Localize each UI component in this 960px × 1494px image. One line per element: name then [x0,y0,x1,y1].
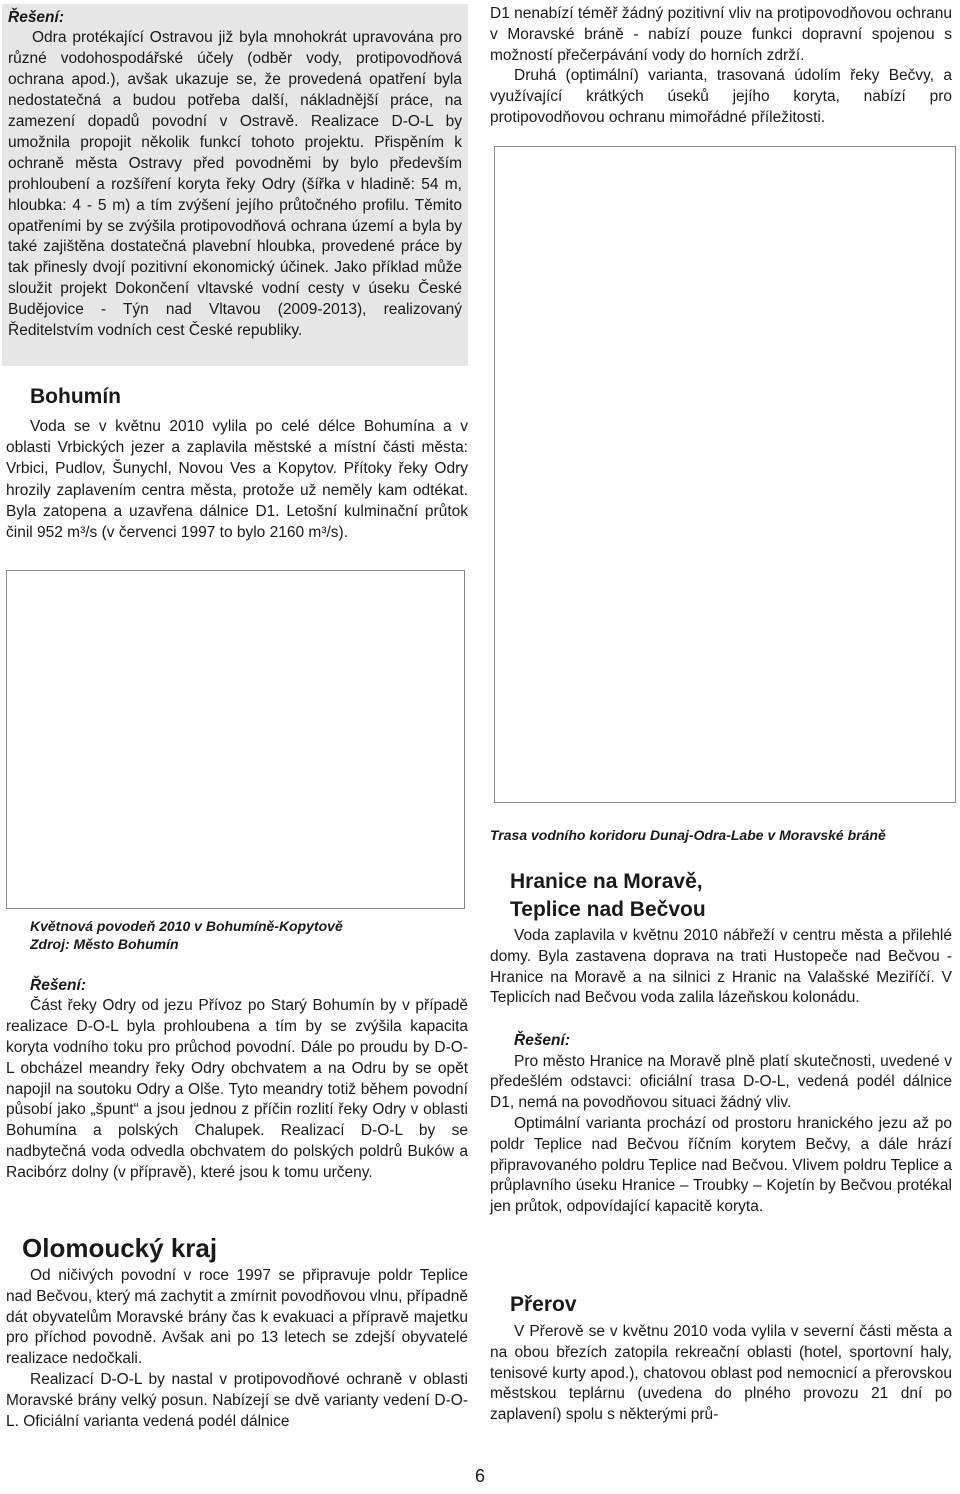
hranice-section [490,868,952,1218]
map-caption-wrap [490,826,952,844]
page-number: 6 [474,1466,485,1486]
figure-caption: Trasa vodního koridoru Dunaj-Odra-Labe v Moravské bráně [490,827,886,843]
olomoucky-section [6,1232,468,1432]
hranice-text: Voda zaplavila v květnu 2010 nábřeží v centru města a přilehlé domy. Byla zastavena doprava na trati Hustopeče nad Bečvou - Hranice na Moravě a na silnici z Hranic na Valašské Meziříčí. V Teplicích nad Bečvou voda zalila lázeňskou kolonádu. [490,927,952,1007]
bohumin-flood-photo [6,570,465,909]
hranice-solution-text-2: Optimální varianta prochází od prostoru hranického jezu až po poldr Teplice nad Bečvou říčním korytem Bečvy, a dále hrází připravovaného poldru Teplice nad Bečvou. Vlivem poldru Teplice a průplavního úseku Hranice – Troubky – Kojetín by Bečvou protékal jen průtok, odpovídající kapacitě koryta. [490,1114,952,1216]
section-heading-olomoucky: Olomoucký kraj [22,1233,218,1263]
olomoucky-text-2: Realizací D-O-L by nastal v protipovodňové ochraně v oblasti Moravské brány velký posun. Nabízejí se dvě varianty vedení D-O-L. Oficiální varianta vedená podél dálnice [6,1370,468,1430]
bohumin-section [6,384,468,543]
prerov-section [490,1292,952,1426]
figure-caption: Květnová povodeň 2010 v Bohumíně-Kopytově [30,918,343,934]
bohumin-photo-caption [30,917,470,953]
hranice-solution-text-1: Pro město Hranice na Moravě plně platí skutečnosti, uvedené v předešlém odstavci: oficiální trasa D-O-L, vedená podél dálnice D1, nemá na povodňovou situaci žádný vliv. [490,1052,952,1112]
corridor-route-map [494,146,956,803]
section-heading-bohumin: Bohumín [30,385,121,408]
bohumin-text: Voda se v květnu 2010 vylila po celé délce Bohumína a v oblasti Vrbických jezer a zaplavila městské a místní části města: Vrbici, Pudlov, Šunychl, Novou Ves a Kopytov. Přítoky řeky Odry hrozily zaplavením centra města, protože už neměly kam odtékat. Byla zatopena a uzavřena dálnice D1. Letošní kulminační průtok činil 952 m³/s (v červenci 1997 to bylo 2160 m³/s). [6,418,468,542]
figure-source: Zdroj: Město Bohumín [30,936,179,952]
section-heading-hranice-1: Hranice na Moravě, [510,870,703,893]
solution-label: Řešení: [514,1032,570,1050]
solution-label: Řešení: [30,977,86,994]
section-heading-prerov: Přerov [510,1293,577,1316]
bohumin-solution-text: Část řeky Odry od jezu Přívoz po Starý Bohumín by v případě realizace D-O-L byla prohloubena a tím by se zvýšila kapacita koryta vodního toku pro průchod povodní. Dále po proudu by D-O-L obcházel meandry řeky Odry obchvatem a na Odru by se opět napojil na soutoku Odry a Olše. Tyto meandry totiž během povodní působí jako „špunt“ a jsou jednou z příčin rozlití řeky Odry v oblasti Bohumína a polských Chalupek. Realizací D-O-L by se nadbytečná voda odvedla obchvatem do polských poldrů Buków a Racibórz dolny (v přípravě), které jsou k tomu určeny. [6,997,468,1181]
bohumin-solution [6,976,468,1184]
solution-label: Řešení: [8,9,64,26]
variant-becva-text: Druhá (optimální) varianta, trasovaná údolím řeky Bečvy, a využívající krátkých úseků jejího koryta, nabízí pro protipovodňovou ochranu mimořádné příležitosti. [490,67,952,126]
right-top-text [490,4,952,129]
olomoucky-text-1: Od ničivých povodní v roce 1997 se připravuje poldr Teplice nad Bečvou, který má zachytit a zmírnit povodňovou vlnu, případně dát obyvatelům Moravské brány čas k evakuaci a přípravě majetku pro příchod povodně. Avšak ani po 13 letech se zdejší obyvatelé realizace nedočkali. [6,1267,468,1368]
ostrava-solution-text: Odra protékající Ostravou již byla mnohokrát upravována pro různé vodohospodářské účely (odběr vody, protipovodňová ochrana apod.), avšak ukazuje se, že provedená opatření byla nedostatečná a budou potřeba další, nákladnější práce, na zamezení dopadů povodní v Ostravě. Realizace D-O-L by umožnila propojit několik funkcí tohoto projektu. Přispěním k ochraně města Ostravy před povodněmi by bylo především prohloubení a rozšíření koryta řeky Odry (šířka v hladině: 54 m, hloubka: 4 - 5 m) a tím zvýšení jejího průtočného profilu. Těmito opatřeními by se zvýšila protipovodňová ochrana území a byla by také zajištěna dostatečná plavební hloubka, provedené práce by tak přinesly dvojí pozitivní ekonomický účinek. Jako příklad může sloužit projekt Dokončení vltavské vodní cesty v úseku České Budějovice - Týn nad Vltavou (2009-2013), realizovaný Ředitelstvím vodních cest České republiky. [8,29,462,340]
variant-d1-text: D1 nenabízí téměř žádný pozitivní vliv na protipovodňovou ochranu v Moravské bráně - nabízí pouze funkci dopravní spojenou s možností přečerpávání vody do horních zdrží. [490,5,952,64]
section-heading-hranice-2: Teplice nad Bečvou [510,898,706,921]
ostrava-solution-box [2,4,468,366]
prerov-text: V Přerově se v květnu 2010 voda vylila v severní části města a na obou březích zatopila rekreační oblasti (hotel, sportovní haly, tenisové kurty apod.), chatovou oblast pod nemocnicí a přerovskou městskou teplárnu (uvedena do plného provozu 21 dní po zaplavení) spolu s některými prů- [490,1323,952,1424]
